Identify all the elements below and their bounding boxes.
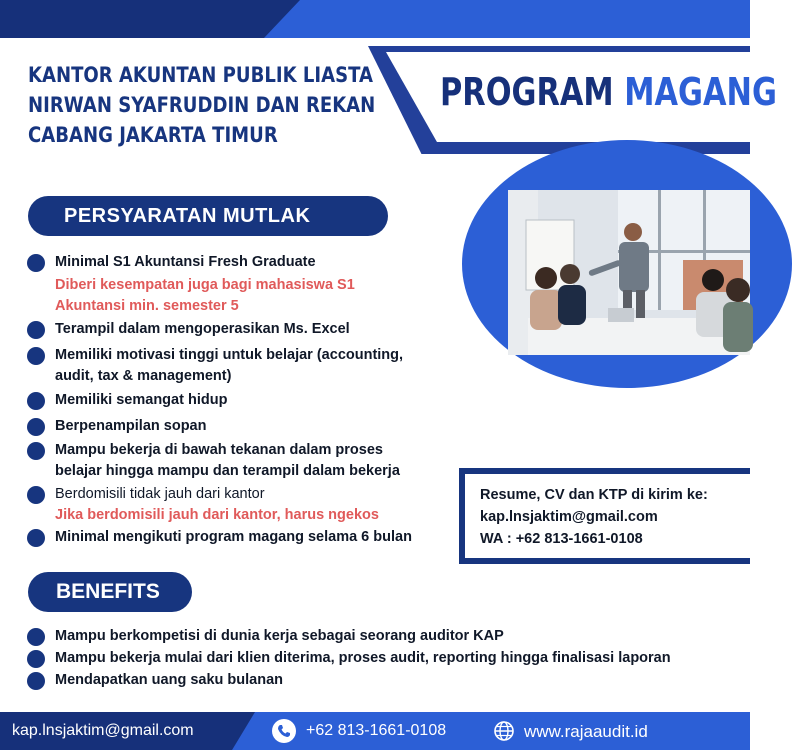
requirement-item [26,252,412,273]
requirement-item [26,527,412,548]
bullet-icon [27,672,45,690]
requirements-heading: PERSYARATAN MUTLAK [28,196,388,236]
company-name-line-3: CABANG JAKARTA TIMUR [28,123,278,147]
company-name-line-2: NIRWAN SYAFRUDDIN DAN REKAN [28,93,376,117]
bullet-icon [27,442,45,460]
benefit-item [26,626,671,647]
requirement-text: Minimal S1 Akuntansi Fresh Graduate [55,254,316,270]
requirement-text: Minimal mengikuti program magang selama 6 bulan [55,529,412,545]
benefit-text: Mampu bekerja mulai dari klien diterima, proses audit, reporting hingga finalisasi laporan [55,650,671,666]
footer [0,712,750,750]
requirement-item [26,484,412,505]
requirement-text: Berdomisili tidak jauh dari kantor [55,486,265,502]
program-title-word-2: MAGANG [624,70,777,114]
bullet-icon [27,650,45,668]
requirement-text: belajar hingga mampu dan terampil dalam bekerja [55,463,400,479]
requirement-text: audit, tax & management) [55,368,232,384]
program-title [440,70,777,114]
requirement-text: Mampu bekerja di bawah tekanan dalam proses [55,442,383,458]
bullet-icon [27,392,45,410]
requirement-text: Terampil dalam mengoperasikan Ms. Excel [55,321,350,337]
benefits-list [26,626,671,691]
requirement-text: Memiliki motivasi tinggi untuk belajar (accounting, [55,347,404,363]
requirement-note: Akuntansi min. semester 5 [55,298,239,314]
benefit-text: Mendapatkan uang saku bulanan [55,672,284,688]
benefit-item [26,670,671,691]
benefit-item [26,648,671,669]
requirement-note: Jika berdomisili jauh dari kantor, harus ngekos [55,507,379,523]
bullet-icon [27,321,45,339]
contact-box [465,474,750,558]
bullet-icon [27,486,45,504]
requirements-list [26,252,412,548]
requirement-text: Memiliki semangat hidup [55,392,228,408]
contact-whatsapp[interactable]: WA : +62 813-1661-0108 [480,531,643,547]
bullet-icon [27,418,45,436]
requirement-item [26,319,412,340]
globe-icon [492,719,516,743]
bullet-icon [27,529,45,547]
bullet-icon [27,254,45,272]
bullet-icon [27,347,45,365]
company-name [28,60,376,150]
benefits-heading: BENEFITS [28,572,192,612]
requirement-item [26,345,412,387]
meeting-photo-illustration [508,190,750,355]
requirement-text: Berpenampilan sopan [55,418,207,434]
requirement-item [26,416,412,437]
contact-email[interactable]: kap.lnsjaktim@gmail.com [480,509,658,525]
meeting-photo [508,190,750,355]
footer-email[interactable]: kap.lnsjaktim@gmail.com [12,722,194,739]
footer-phone[interactable]: +62 813-1661-0108 [306,722,447,739]
bullet-icon [27,628,45,646]
program-title-word-1: PROGRAM [440,70,614,114]
requirement-item [26,440,412,482]
benefit-text: Mampu berkompetisi di dunia kerja sebagai seorang auditor KAP [55,628,504,644]
requirement-item [26,390,412,411]
phone-icon [272,719,296,743]
requirement-note: Diberi kesempatan juga bagi mahasiswa S1 [55,277,355,293]
footer-website[interactable]: www.rajaaudit.id [524,722,648,741]
top-banner-accent [0,0,300,38]
contact-instruction: Resume, CV dan KTP di kirim ke: [480,487,708,503]
company-name-line-1: KANTOR AKUNTAN PUBLIK LIASTA [28,63,373,87]
